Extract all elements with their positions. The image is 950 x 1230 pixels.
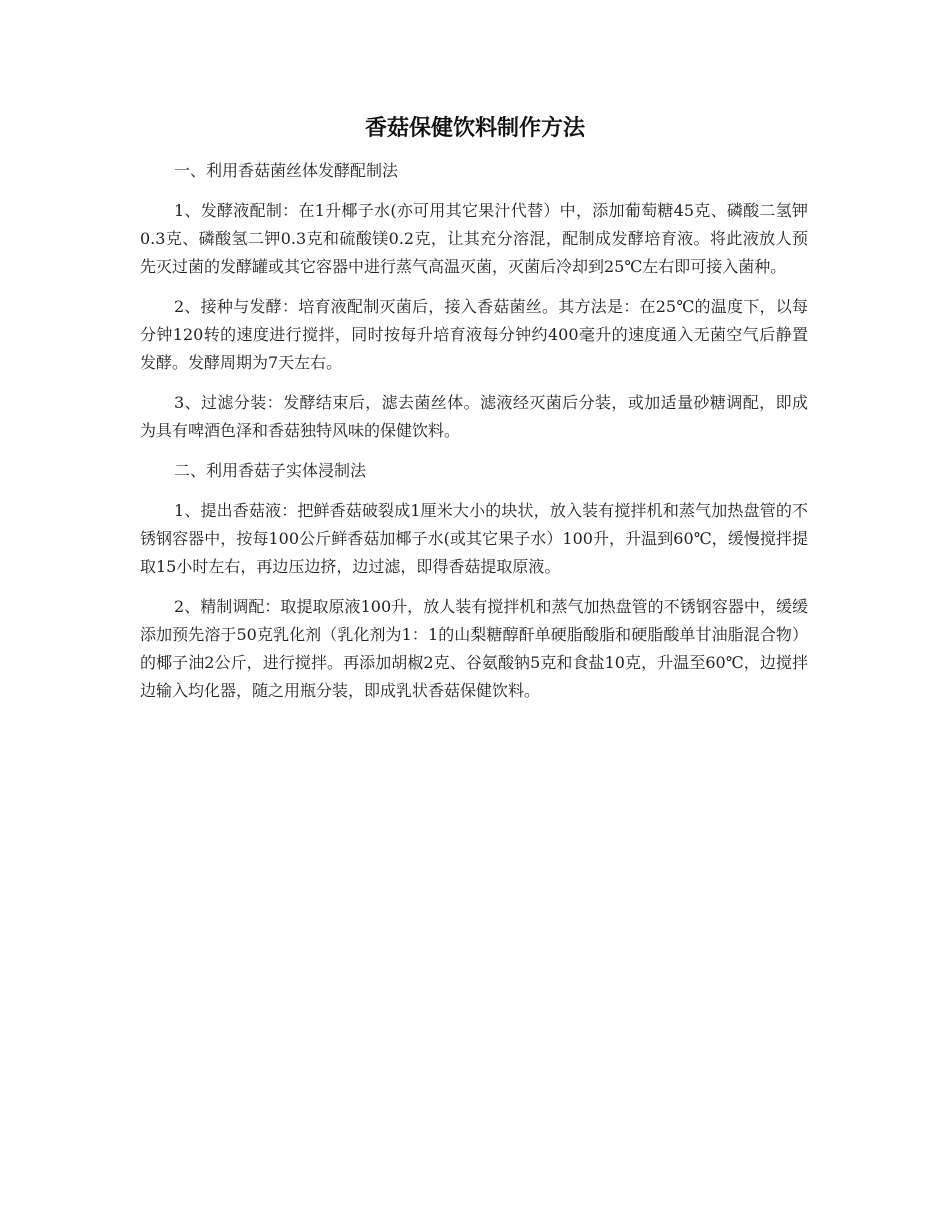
paragraph-filtering: 3、过滤分装：发酵结束后，滤去菌丝体。滤液经灭菌后分装，或加适量砂糖调配，即成为具有啤酒色泽和香菇独特风味的保健饮料。 — [140, 393, 808, 440]
paragraph-inoculation: 2、接种与发酵：培育液配制灭菌后，接入香菇菌丝。其方法是：在25℃的温度下，以每分钟120转的速度进行搅拌，同时按每升培育液每分钟约400毫升的速度通入无菌空气后静置发酵。发酵周期为7天左右。 — [140, 297, 808, 372]
document-title: 香菇保健饮料制作方法 — [364, 115, 585, 141]
paragraph-refining: 2、精制调配：取提取原液100升，放人装有搅拌机和蒸气加热盘管的不锈钢容器中，缓缓添加预先溶于50克乳化剂（乳化剂为1：1的山梨糖醇酐单硬脂酸脂和硬脂酸单甘油脂混合物）的椰子油2公斤，进行搅拌。再添加胡椒2克、谷氨酸钠5克和食盐10克，升温至60℃，边搅拌边输入均化器，随之用瓶分装，即成乳状香菇保健饮料。 — [140, 597, 808, 700]
paragraph-extraction: 1、提出香菇液：把鲜香菇破裂成1厘米大小的块状，放入装有搅拌机和蒸气加热盘管的不锈钢容器中，按每100公斤鲜香菇加椰子水(或其它果子水）100升，升温到60℃，缓慢搅拌提取15小时左右，再边压边挤，边过滤，即得香菇提取原液。 — [140, 501, 808, 576]
section-heading-2: 二、利用香菇子实体浸制法 — [174, 461, 367, 480]
document-body — [140, 157, 808, 717]
section-heading-1: 一、利用香菇菌丝体发酵配制法 — [174, 161, 399, 180]
paragraph-fermentation-liquid: 1、发酵液配制：在1升椰子水(亦可用其它果汁代替）中，添加葡萄糖45克、磷酸二氢钾0.3克、磷酸氢二钾0.3克和硫酸镁0.2克，让其充分溶混，配制成发酵培育液。将此液放人预先灭过菌的发酵罐或其它容器中进行蒸气高温灭菌，灭菌后冷却到25℃左右即可接入菌种。 — [140, 201, 808, 276]
